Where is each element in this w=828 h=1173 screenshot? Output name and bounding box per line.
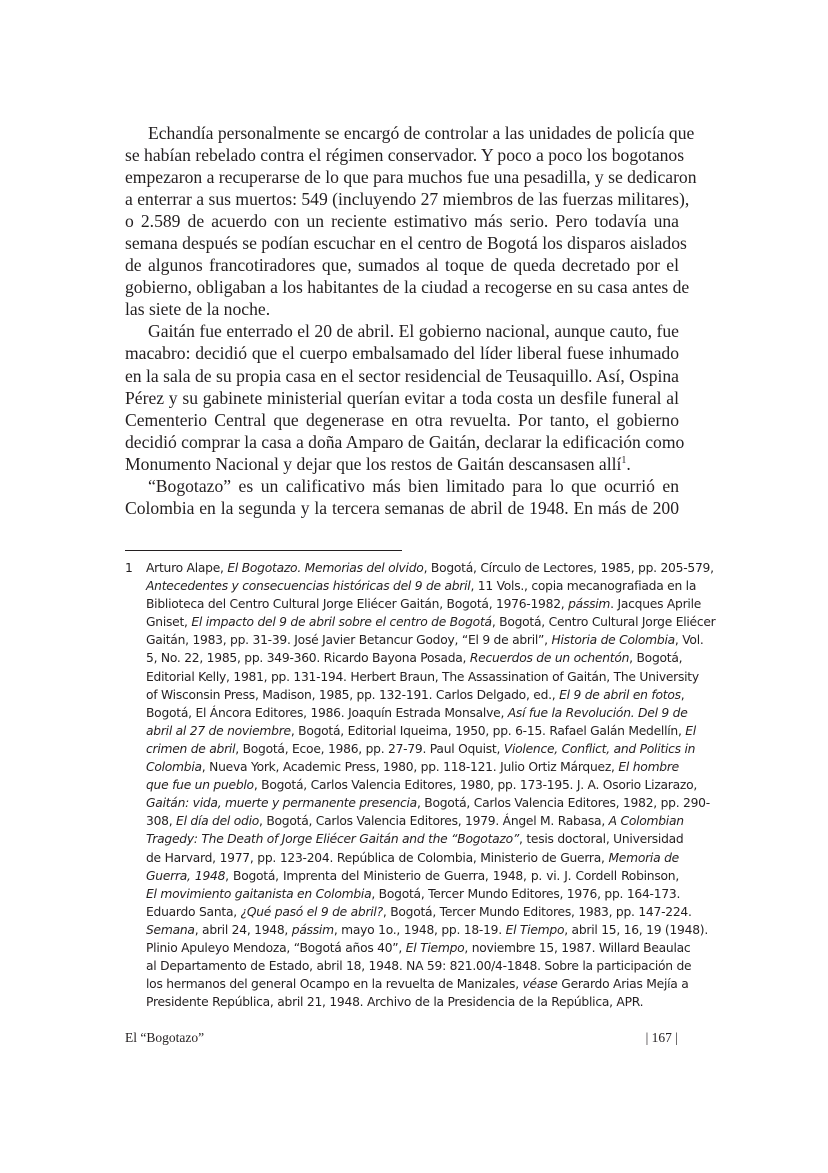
text-run: , mayo 1o., 1948, pp. 18-19. <box>333 922 506 937</box>
text-run: , Bogotá, Carlos Valencia Editores, 1979. Ángel M. Rabasa, <box>259 814 609 829</box>
text-line <box>125 409 679 431</box>
footnote <box>125 559 716 1011</box>
text-line <box>146 957 692 975</box>
text-run: decidió comprar la casa a doña Amparo de Gaitán, declarar la edificación como <box>125 431 685 452</box>
italic-title: Guerra, 1948 <box>146 868 226 883</box>
italic-title: Colombia <box>146 760 202 775</box>
text-line <box>146 577 697 595</box>
italic-title: Gaitán: vida, muerte y permanente presencia <box>146 796 417 811</box>
text-run: , 11 Vols., copia mecanografiada en la <box>470 579 697 594</box>
italic-title: El Tiempo <box>405 940 465 955</box>
text-line <box>125 166 697 188</box>
text-run: , Bogotá, Tercer Mundo Editores, 1983, pp. 147-224. <box>382 904 692 919</box>
text-run: Gaitán fue enterrado el 20 de abril. El gobierno nacional, aunque cauto, fue <box>148 321 679 342</box>
text-line <box>146 867 679 885</box>
text-line <box>125 254 679 276</box>
text-run: Biblioteca del Centro Cultural Jorge Eliécer Gaitán, Bogotá, 1976-1982, <box>146 597 569 612</box>
text-run: , Vol. <box>674 633 704 648</box>
text-run: , Bogotá, Círculo de Lectores, 1985, pp. 205-579, <box>423 561 714 575</box>
text-run: de algunos francotiradores que, sumados al toque de queda decretado por el <box>125 255 679 276</box>
text-run: 5, No. 22, 1985, pp. 349-360. Ricardo Bayona Posada, <box>146 651 470 666</box>
text-line <box>146 830 684 848</box>
text-run: Gaitán, 1983, pp. 31-39. José Javier Betancur Godoy, “El 9 de abril”, <box>146 633 552 648</box>
text-run: Plinio Apuleyo Mendoza, “Bogotá años 40”, <box>146 940 406 955</box>
italic-title: El 9 de abril en fotos <box>559 687 681 702</box>
text-line <box>146 649 683 667</box>
text-run: Colombia en la segunda y la tercera semanas de abril de 1948. En más de 200 <box>125 497 679 518</box>
body-text <box>125 122 697 519</box>
running-title: El “Bogotazo” <box>125 1030 205 1045</box>
italic-title: crimen de abril <box>146 741 236 756</box>
text-line <box>125 122 695 144</box>
text-line <box>146 885 679 903</box>
text-run: Pérez y su gabinete ministerial querían evitar a toda costa un desfile funeral al <box>125 387 679 408</box>
text-line <box>125 431 685 453</box>
italic-title: El hombre <box>618 760 679 775</box>
text-run: en la sala de su propia casa en el sector residencial de Teusaquillo. Así, Ospina <box>125 365 679 386</box>
text-line <box>146 993 679 1011</box>
text-line <box>125 475 679 497</box>
text-line <box>125 188 690 210</box>
italic-title: Semana <box>146 922 195 937</box>
text-run: o 2.589 de acuerdo con un reciente estimativo más serio. Pero todavía una <box>125 211 679 232</box>
text-line <box>125 365 679 387</box>
italic-title: El impacto del 9 de abril sobre el centro de Bogotá <box>191 615 492 630</box>
text-run: macabro: decidió que el cuerpo embalsamado del líder liberal fuese inhumado <box>125 343 679 364</box>
italic-title: Tragedy: The Death of Jorge Eliécer Gaitán and the “Bogotazo” <box>146 832 520 847</box>
italic-title: abril al 27 de noviembre <box>146 723 291 738</box>
text-line <box>146 758 679 776</box>
text-run: , Bogotá, Carlos Valencia Editores, 1982, pp. 290- <box>416 796 710 811</box>
text-run: , Bogotá, Ecoe, 1986, pp. 27-79. Paul Oquist, <box>235 741 504 756</box>
text-line <box>146 794 710 812</box>
text-line <box>146 668 699 686</box>
text-run: , abril 24, 1948, <box>194 922 292 937</box>
text-run: Cementerio Central que degenerase en otra revuelta. Por tanto, el gobierno <box>125 409 679 430</box>
text-run: , Bogotá, Editorial Iqueima, 1950, pp. 6-15. Rafael Galán Medellín, <box>290 723 686 738</box>
text-line <box>146 939 691 957</box>
italic-title: que fue un pueblo <box>146 778 254 793</box>
text-run: al Departamento de Estado, abril 18, 1948. NA 59: 821.00/4-1848. Sobre la participación de <box>146 959 692 974</box>
text-line <box>146 613 716 631</box>
text-line <box>146 559 714 577</box>
italic-title: A Colombian <box>608 814 684 829</box>
text-run: , tesis doctoral, Universidad <box>519 832 684 847</box>
text-run: , Nueva York, Academic Press, 1980, pp. 118-121. Julio Ortiz Márquez, <box>201 760 619 775</box>
footnote-number: 1 <box>125 561 133 575</box>
italic-title: Memoria de <box>608 850 679 865</box>
text-run: Echandía personalmente se encargó de controlar a las unidades de policía que <box>148 123 695 143</box>
italic-title: El Tiempo <box>505 922 565 937</box>
text-run: . <box>626 453 631 474</box>
text-run: las siete de la noche. <box>125 299 271 320</box>
text-run: , Bogotá, <box>629 651 683 666</box>
text-run: Gniset, <box>146 615 192 630</box>
text-line <box>125 210 679 232</box>
italic-title: Recuerdos de un ochentón <box>469 651 630 666</box>
text-run: semana después se podían escuchar en el centro de Bogotá los disparos aislados <box>125 233 687 254</box>
text-run: Presidente República, abril 21, 1948. Archivo de la Presidencia de la República, APR. <box>146 995 644 1010</box>
footnote-separator <box>125 550 402 551</box>
footnote-text <box>146 559 716 1011</box>
italic-title: El Bogotazo. Memorias del olvido <box>227 561 424 575</box>
italic-title: pássim <box>291 922 334 937</box>
text-line <box>125 298 679 320</box>
italic-title: Así fue la Revolución. Del 9 de <box>507 705 688 720</box>
italic-title: Antecedentes y consecuencias históricas del 9 de abril <box>146 579 471 594</box>
text-run: , Bogotá, Tercer Mundo Editores, 1976, pp. 164-173. <box>371 886 681 901</box>
text-run: , <box>680 687 685 702</box>
italic-title: véase <box>522 977 558 992</box>
text-line <box>146 921 708 939</box>
text-line <box>146 740 696 758</box>
text-line <box>146 595 702 613</box>
text-run: , Bogotá, Imprenta del Ministerio de Guerra, 1948, p. vi. J. Cordell Robinson, <box>225 868 679 883</box>
text-line <box>125 144 685 166</box>
italic-title: Violence, Conflict, and Politics in <box>503 741 696 756</box>
italic-title: El día del odio <box>176 814 260 829</box>
text-run: , Bogotá, Centro Cultural Jorge Eliécer <box>491 615 716 630</box>
text-line <box>125 342 679 364</box>
text-run: se habían rebelado contra el régimen conservador. Y poco a poco los bogotanos <box>125 145 685 166</box>
text-run: , noviembre 15, 1987. Willard Beaulac <box>464 940 691 955</box>
text-run: , Bogotá, Carlos Valencia Editores, 1980, pp. 173-195. J. A. Osorio Lizarazo, <box>253 778 698 793</box>
text-line <box>146 704 688 722</box>
text-run: Arturo Alape, <box>146 561 228 575</box>
text-line <box>125 497 679 519</box>
text-line <box>125 320 679 342</box>
text-line <box>146 812 684 830</box>
italic-title: El movimiento gaitanista en Colombia <box>146 886 372 901</box>
text-line <box>146 849 679 867</box>
text-run: empezaron a recuperarse de lo que para muchos fue una pesadilla, y se dedicaron <box>125 167 697 188</box>
text-line <box>146 686 685 704</box>
text-run: de Harvard, 1977, pp. 123-204. República de Colombia, Ministerio de Guerra, <box>146 850 609 865</box>
text-run: Gerardo Arias Mejía a <box>557 977 689 992</box>
italic-title: pássim <box>568 597 611 612</box>
text-run: Eduardo Santa, <box>146 904 241 919</box>
footnote-reference: 1 <box>621 454 627 466</box>
italic-title: Historia de Colombia <box>551 633 675 648</box>
text-run: , abril 15, 16, 19 (1948). <box>564 922 708 937</box>
text-run: of Wisconsin Press, Madison, 1985, pp. 132-191. Carlos Delgado, ed., <box>146 687 560 702</box>
text-run: los hermanos del general Ocampo en la revuelta de Manizales, <box>146 977 523 992</box>
text-line <box>146 776 698 794</box>
text-run: Editorial Kelly, 1981, pp. 131-194. Herbert Braun, The Assassination of Gaitán, The University <box>146 669 699 684</box>
text-line <box>146 975 689 993</box>
text-run: gobierno, obligaban a los habitantes de la ciudad a recogerse en su casa antes de <box>125 277 690 298</box>
text-line <box>146 722 696 740</box>
text-run: Bogotá, El Áncora Editores, 1986. Joaquín Estrada Monsalve, <box>146 705 508 720</box>
text-line <box>146 631 704 649</box>
text-run: 308, <box>146 814 177 829</box>
text-line <box>125 453 679 475</box>
text-run: Monumento Nacional y dejar que los restos de Gaitán descansasen allí <box>125 453 622 474</box>
text-run: . Jacques Aprile <box>610 597 702 612</box>
text-line <box>125 276 690 298</box>
page-number: | 167 | <box>645 1030 678 1045</box>
text-line <box>125 387 679 409</box>
text-line <box>146 903 692 921</box>
text-line <box>125 232 687 254</box>
italic-title: El <box>685 723 696 738</box>
text-run: a enterrar a sus muertos: 549 (incluyendo 27 miembros de las fuerzas militares), <box>125 189 690 210</box>
italic-title: ¿Qué pasó el 9 de abril? <box>240 904 383 919</box>
text-run: “Bogotazo” es un calificativo más bien limitado para lo que ocurrió en <box>148 475 679 496</box>
